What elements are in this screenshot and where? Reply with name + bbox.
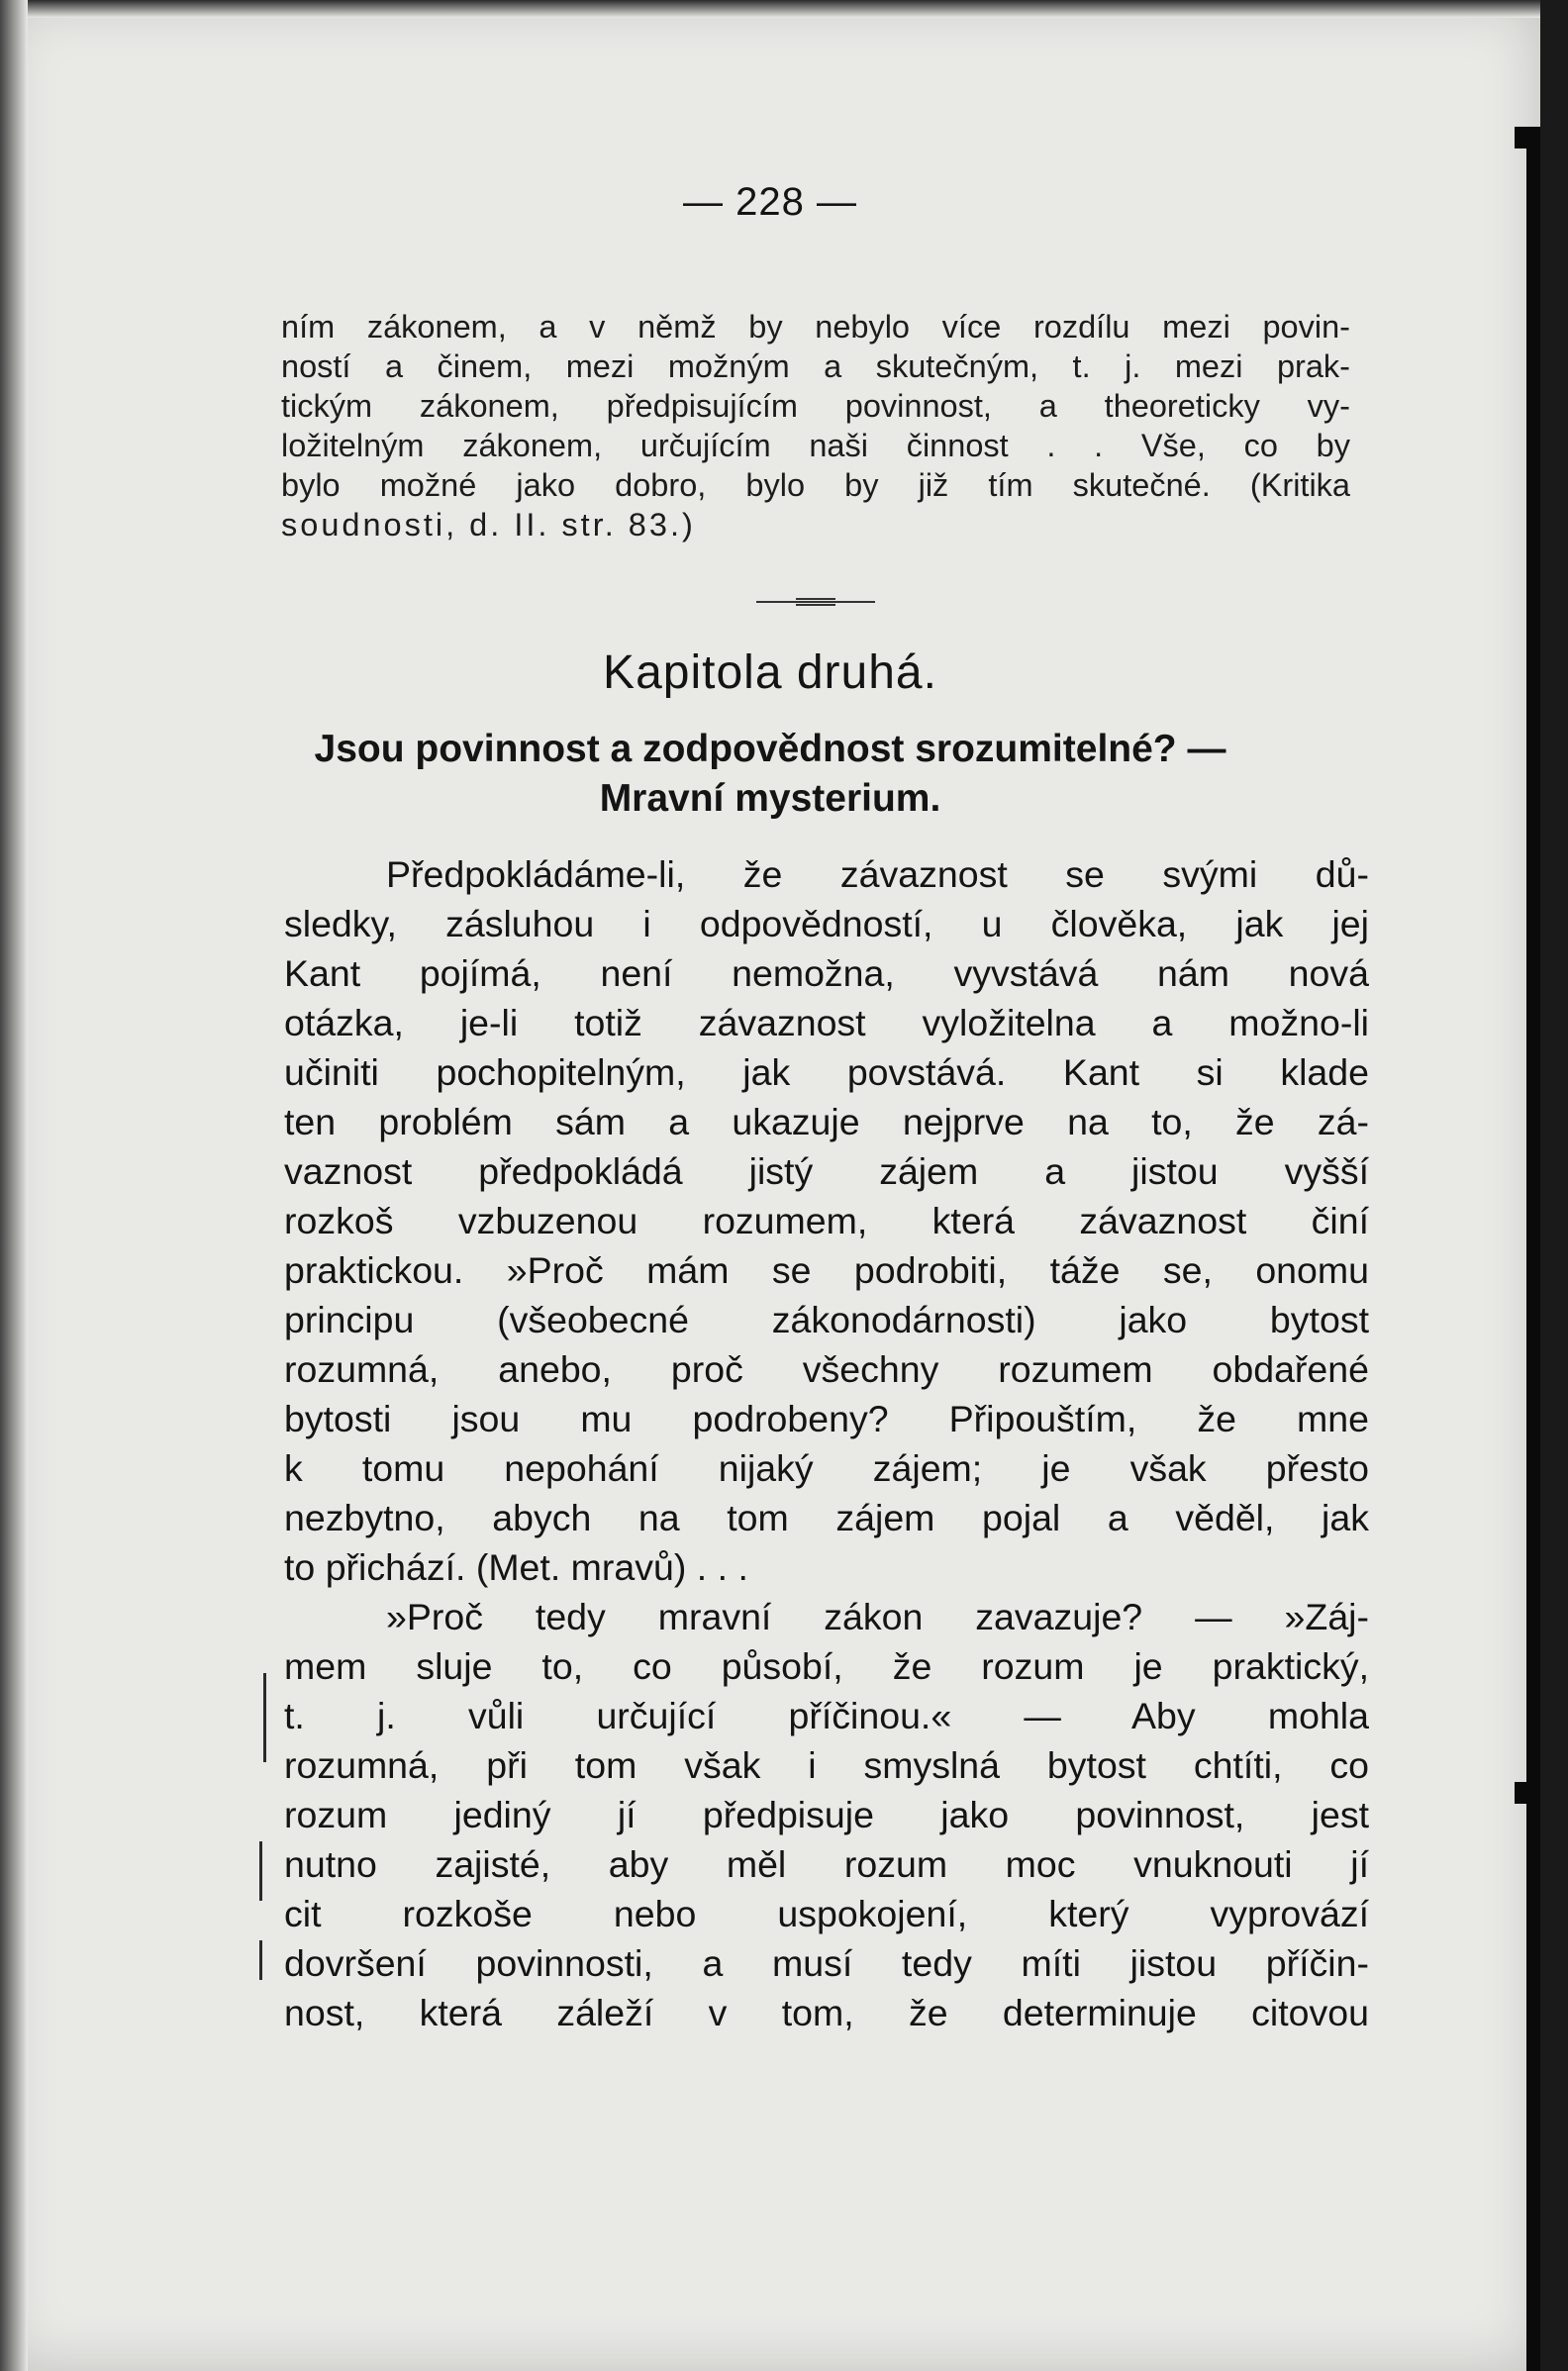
body-line: nost, která záleží v tom, že determinuje citovou [284,1992,1369,2033]
page-number: — 228 — [683,180,857,224]
body-line: nezbytno, abych na tom zájem pojal a věděl, jak [284,1497,1369,1538]
body-line: praktickou. »Proč mám se podrobiti, táže se, onomu [284,1249,1369,1291]
body-line: k tomu nepohání nijaký zájem; je však přesto [284,1447,1369,1489]
margin-pencil-mark [263,1673,266,1762]
page-left-shadow [0,0,28,2371]
chapter-subtitle-line: Jsou povinnost a zodpovědnost srozumitelné? — [314,728,1226,770]
footnote-line: tickým zákonem, předpisujícím povinnost, a theoreticky vy- [281,388,1350,424]
body-line: Kant pojímá, není nemožna, vyvstává nám nová [284,952,1369,994]
footnote-line: soudnosti, d. II. str. 83.) [281,507,696,543]
chapter-subtitle-line: Mravní mysterium. [599,777,941,820]
body-line: rozum jediný jí předpisuje jako povinnost, jest [284,1794,1369,1835]
body-line: rozumná, při tom však i smyslná bytost chtíti, co [284,1744,1369,1786]
footnote-line: ložitelným zákonem, určujícím naši činnost . . Vše, co by [281,428,1350,463]
chapter-title: Kapitola druhá. [603,646,937,699]
body-line: bytosti jsou mu podrobeny? Připouštím, že mne [284,1398,1369,1439]
body-line: vaznost předpokládá jistý zájem a jistou vyšší [284,1150,1369,1192]
body-line: sledky, zásluhou i odpovědností, u člověka, jak jej [284,903,1369,944]
body-line: to přichází. (Met. mravů) . . . [284,1546,748,1588]
footnote-line: ním zákonem, a v němž by nebylo více rozdílu mezi povin- [281,309,1350,345]
body-line: principu (všeobecné zákonodárnosti) jako bytost [284,1299,1369,1340]
footnote-line: ností a činem, mezi možným a skutečným, t. j. mezi prak- [281,348,1350,384]
body-line: rozkoš vzbuzenou rozumem, která závaznost činí [284,1200,1369,1241]
body-line: dovršení povinnosti, a musí tedy míti jistou příčin- [284,1942,1369,1984]
spine-notch [1515,127,1540,148]
body-line: rozumná, anebo, proč všechny rozumem obdařené [284,1348,1369,1390]
footnote-line: bylo možné jako dobro, bylo by již tím skutečné. (Kritika [281,467,1350,503]
margin-pencil-mark [259,1841,262,1901]
margin-pencil-mark [259,1940,262,1980]
chapter-subtitle [0,725,1540,824]
body-line: otázka, je-li totiž závaznost vyložitelna a možno-li [284,1002,1369,1043]
body-line: cit rozkoše nebo uspokojení, který vyprovází [284,1893,1369,1934]
spine-notch [1515,1782,1540,1804]
page-top-shadow [0,0,1540,18]
section-ornament [756,596,875,608]
body-line: t. j. vůli určující příčinou.« — Aby mohla [284,1695,1369,1736]
body-line: Předpokládáme-li, že závaznost se svými dů- [386,853,1369,895]
body-line: ten problém sám a ukazuje nejprve na to, že zá- [284,1101,1369,1142]
body-line: »Proč tedy mravní zákon zavazuje? — »Záj- [386,1596,1369,1637]
book-spine-edge [1526,129,1540,2371]
body-line: nutno zajisté, aby měl rozum moc vnuknouti jí [284,1843,1369,1885]
body-line: mem sluje to, co působí, že rozum je praktický, [284,1645,1369,1687]
body-line: učiniti pochopitelným, jak povstává. Kant si klade [284,1051,1369,1093]
